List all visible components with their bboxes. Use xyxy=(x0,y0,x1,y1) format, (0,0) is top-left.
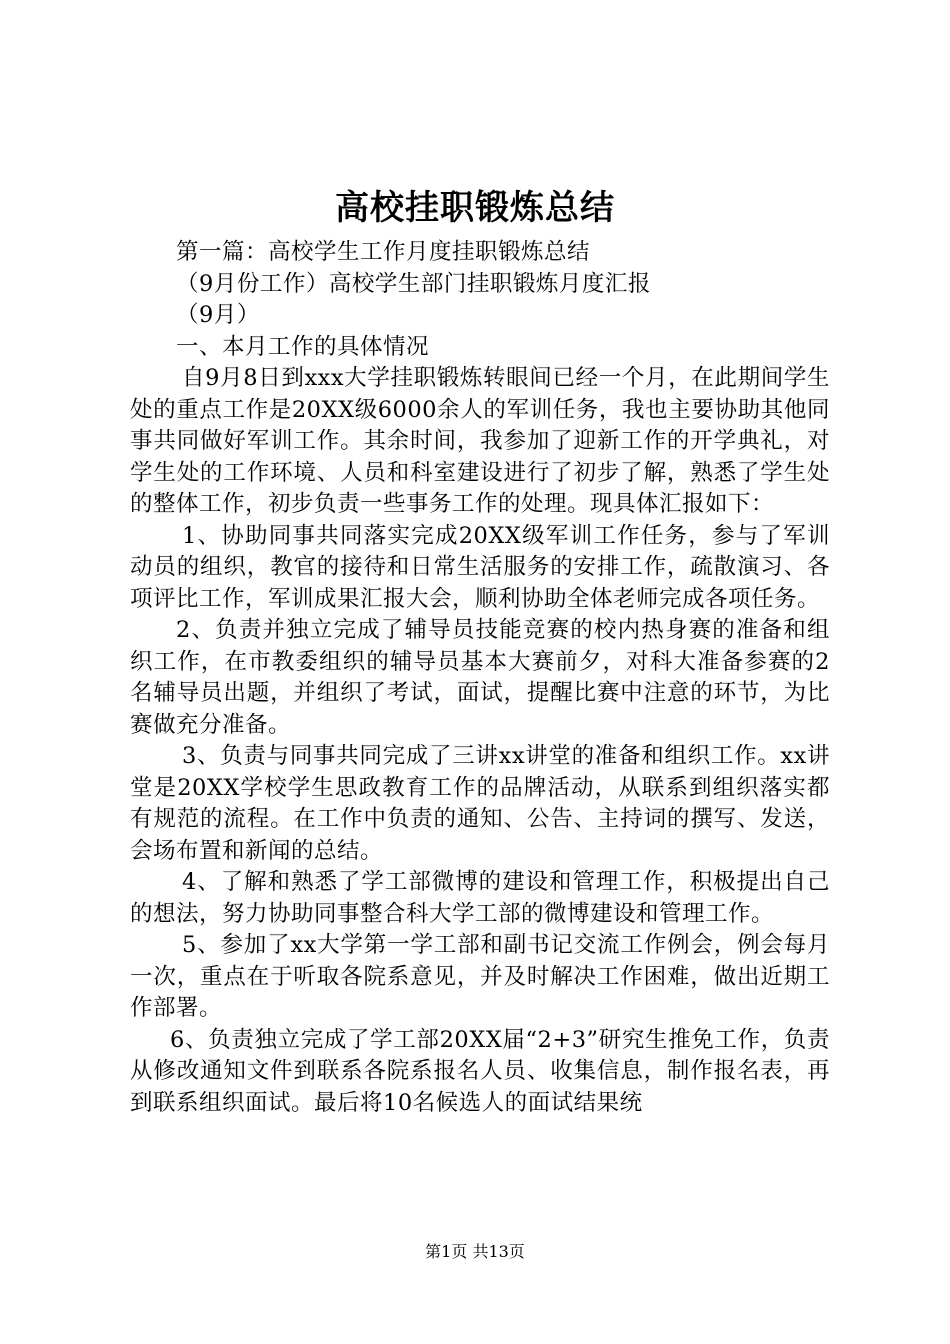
item-paragraph-4: 4、了解和熟悉了学工部微博的建设和管理工作，积极提出自己的想法，努力协助同事整合科大学工部的微博建设和管理工作。 xyxy=(130,869,830,927)
item-paragraph-6: 6、负责独立完成了学工部20XX届“2+3”研究生推免工作，负责从修改通知文件到联系各院系报名人员、收集信息，制作报名表，再到联系组织面试。最后将10名候选人的面试结果统 xyxy=(130,1026,830,1116)
item-paragraph-3: 3、负责与同事共同完成了三讲xx讲堂的准备和组织工作。xx讲堂是20XX学校学生思政教育工作的品牌活动，从联系到组织落实都有规范的流程。在工作中负责的通知、公告、主持词的撰写、发送，会场布置和新闻的总结。 xyxy=(130,743,830,864)
item-paragraph-2: 2、负责并独立完成了辅导员技能竞赛的校内热身赛的准备和组织工作，在市教委组织的辅导员基本大赛前夕，对科大准备参赛的2名辅导员出题，并组织了考试，面试，提醒比赛中注意的环节，为比赛做充分准备。 xyxy=(130,617,830,738)
page-number-footer: 第1页 共13页 xyxy=(425,1242,525,1261)
chapter-heading: 第一篇：高校学生工作月度挂职锻炼总结 xyxy=(176,239,591,265)
item-paragraph-1: 1、协助同事共同落实完成20XX级军训工作任务，参与了军训动员的组织，教官的接待和日常生活服务的安排工作，疏散演习、各项评比工作，军训成果汇报大会，顺利协助全体老师完成各项任务。 xyxy=(130,522,830,612)
section-heading: 一、本月工作的具体情况 xyxy=(176,333,430,360)
intro-paragraph: 自9月8日到xxx大学挂职锻炼转眼间已经一个月，在此期间学生处的重点工作是20XX级6000余人的军训任务，我也主要协助其他同事共同做好军训工作。其余时间，我参加了迎新工作的开学典礼，对学生处的工作环境、人员和科室建设进行了初步了解，熟悉了学生处的整体工作，初步负责一些事务工作的处理。现具体汇报如下： xyxy=(130,365,830,517)
item-paragraph-5: 5、参加了xx大学第一学工部和副书记交流工作例会，例会每月一次，重点在于听取各院系意见，并及时解决工作困难，做出近期工作部署。 xyxy=(130,932,830,1021)
subtitle-line: （9月份工作）高校学生部门挂职锻炼月度汇报 xyxy=(176,270,651,297)
subtitle-month: （9月） xyxy=(176,302,260,328)
document-title: 高校挂职锻炼总结 xyxy=(335,188,615,228)
document-body xyxy=(130,237,830,1119)
